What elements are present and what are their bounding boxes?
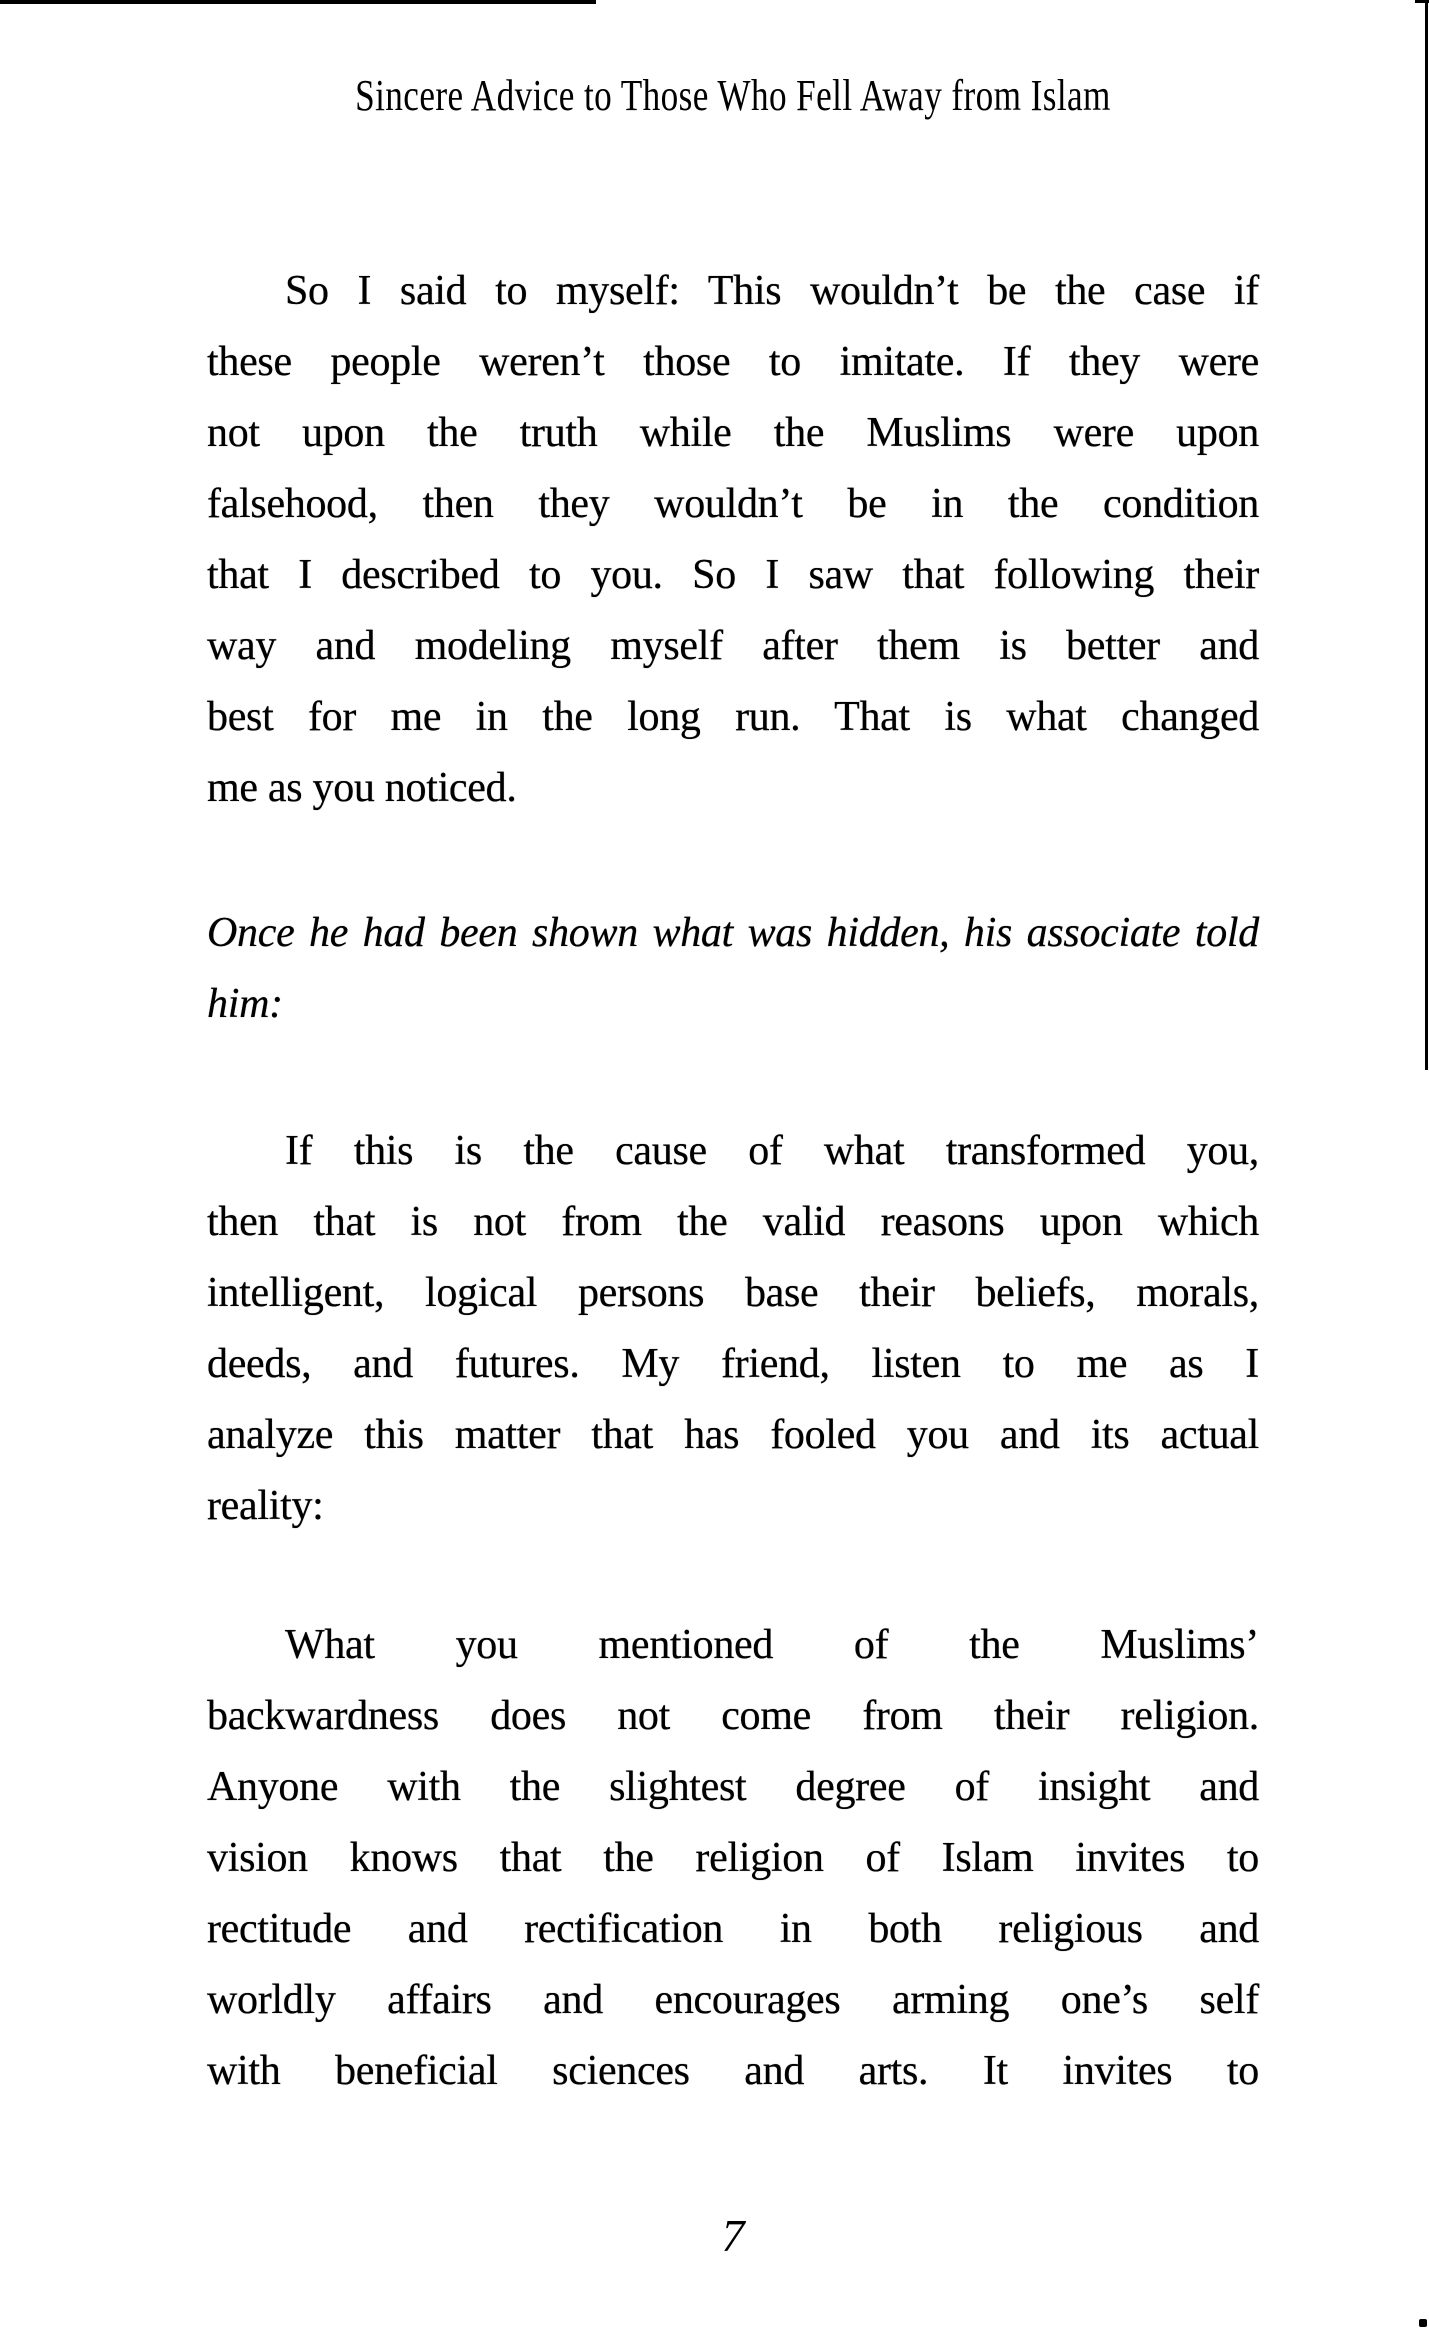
text-line: way and modeling myself after them is better and [207,623,1259,669]
text-line: What you mentioned of the Muslims’ [285,1622,1259,1668]
text-line: best for me in the long run. That is what changed [207,694,1259,740]
text-line: with beneficial sciences and arts. It invites to [207,2048,1259,2094]
text-line: analyze this matter that has fooled you and its actual [207,1412,1259,1458]
text-line: worldly affairs and encourages arming one’s self [207,1977,1259,2023]
text-line: So I said to myself: This wouldn’t be the case if [285,268,1259,314]
text-line: If this is the cause of what transformed you, [285,1128,1259,1174]
scan-artifact-right-edge-line [1425,0,1428,1070]
text-line: falsehood, then they wouldn’t be in the condition [207,481,1259,527]
text-line: him: [207,981,283,1027]
page-number: 7 [721,2210,745,2261]
text-line: then that is not from the valid reasons upon which [207,1199,1259,1245]
paragraph-italic [207,898,1259,1040]
text-line: vision knows that the religion of Islam invites to [207,1835,1259,1881]
running-header: Sincere Advice to Those Who Fell Away from Islam [355,71,1111,120]
text-line: me as you noticed. [207,765,517,811]
text-line: Once he had been shown what was hidden, his associate told [207,910,1259,956]
paragraph [207,1610,1259,2107]
text-line: not upon the truth while the Muslims were upon [207,410,1259,456]
text-line: rectitude and rectification in both religious and [207,1906,1259,1952]
text-line: these people weren’t those to imitate. If they were [207,339,1259,385]
text-line: backwardness does not come from their religion. [207,1693,1259,1739]
scan-artifact-bottom-right-speck [1419,2319,1427,2327]
paragraph [207,1116,1259,1542]
text-line: that I described to you. So I saw that following their [207,552,1259,598]
text-line: reality: [207,1483,324,1529]
paragraph [207,256,1259,824]
text-block [207,0,1259,2261]
text-line: intelligent, logical persons base their beliefs, morals, [207,1270,1259,1316]
text-line: Anyone with the slightest degree of insight and [207,1764,1259,1810]
text-line: deeds, and futures. My friend, listen to me as I [207,1341,1259,1387]
